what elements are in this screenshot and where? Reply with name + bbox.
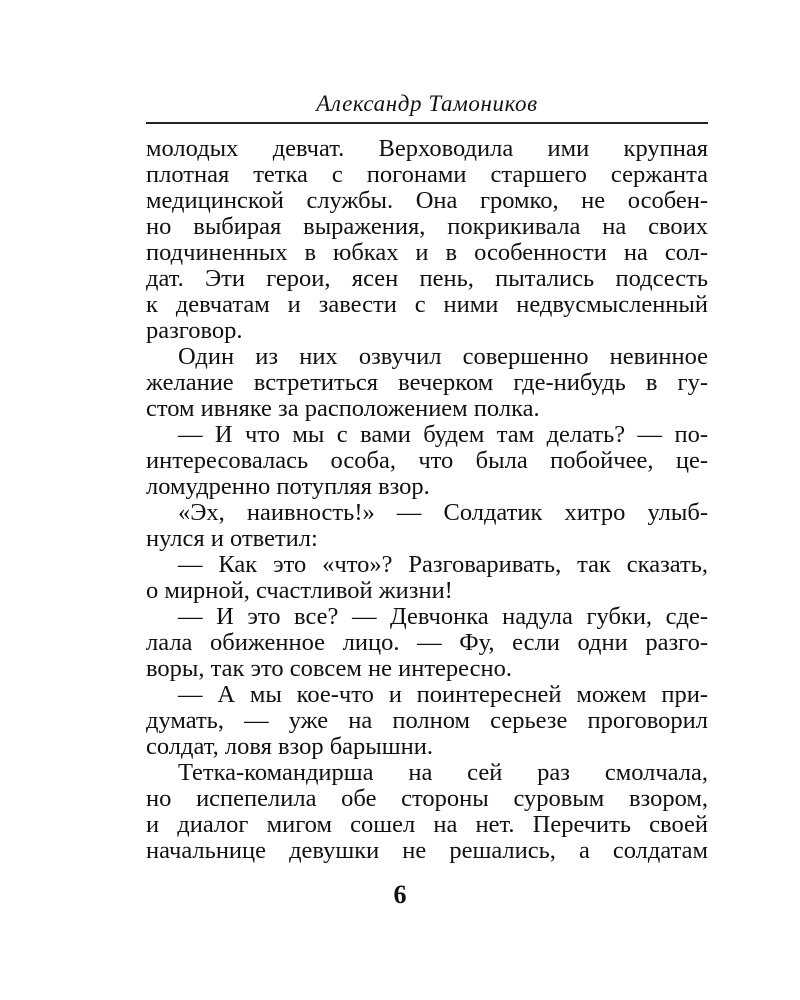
text-line: и диалог мигом сошел на нет. Перечить своей (146, 811, 708, 838)
text-line: к девчатам и завести с ними недвусмысленный (146, 291, 708, 318)
text-line: воры, так это совсем не интересно. (146, 655, 513, 682)
text-line: разговор. (146, 317, 243, 344)
text-line: нулся и ответил: (146, 525, 318, 552)
text-line: — Как это «что»? Разговаривать, так сказать, (178, 551, 708, 578)
text-line: думать, — уже на полном серьезе проговорил (146, 707, 708, 734)
page-number: 6 (393, 880, 407, 909)
text-line: Тетка-командирша на сей раз смолчала, (178, 759, 708, 786)
text-line: «Эх, наивность!» — Солдатик хитро улыб- (178, 499, 708, 526)
text-line: плотная тетка с погонами старшего сержанта (146, 161, 708, 188)
text-line: — И это все? — Девчонка надула губки, сде- (178, 603, 708, 630)
text-line: дат. Эти герои, ясен пень, пытались подсесть (146, 265, 708, 292)
text-line: лала обиженное лицо. — Фу, если одни разго- (146, 629, 708, 656)
text-line: начальнице девушки не решались, а солдатам (146, 837, 708, 864)
text-line: о мирной, счастливой жизни! (146, 577, 453, 604)
text-line: интересовалась особа, что была побойчее, це- (146, 447, 708, 474)
text-line: но выбирая выражения, покрикивала на своих (146, 213, 708, 240)
text-line: — И что мы с вами будем там делать? — по- (178, 421, 708, 448)
page-header (146, 86, 708, 124)
text-line: желание встретиться вечерком где-нибудь в гу- (146, 369, 708, 396)
text-line: медицинской службы. Она громко, не особен- (146, 187, 708, 214)
text-line: стом ивняке за расположением полка. (146, 395, 540, 422)
text-line: солдат, ловя взор барышни. (146, 733, 433, 760)
body-text (146, 136, 708, 864)
text-line: ломудренно потупляя взор. (146, 473, 430, 500)
text-line: Один из них озвучил совершенно невинное (178, 343, 708, 370)
running-header-author: Александр Тамоников (316, 91, 538, 116)
text-line: но испепелила обе стороны суровым взором, (146, 785, 708, 812)
text-line: — А мы кое-что и поинтересней можем при- (178, 681, 708, 708)
text-line: подчиненных в юбках и в особенности на сол- (146, 239, 708, 266)
text-line: молодых девчат. Верховодила ими крупная (146, 135, 708, 162)
